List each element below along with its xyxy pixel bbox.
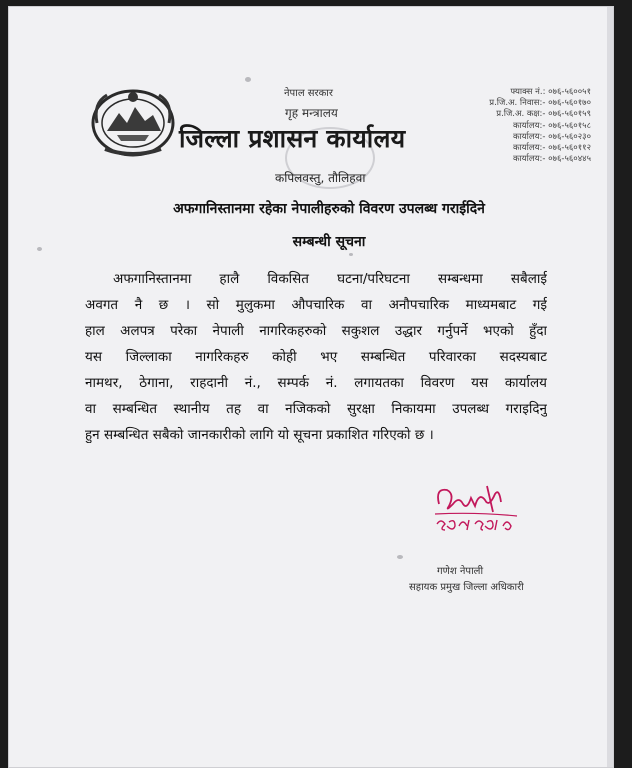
signer-title: सहायक प्रमुख जिल्ला अधिकारी: [409, 582, 524, 593]
body-line: वा सम्बन्धित स्थानीय तह वा नजिकको सुरक्षा निकायमा उपलब्ध गराइदिनु: [85, 401, 547, 417]
contact-line: प्र.जि.अ. कक्ष:- ०७६-५६०१५९: [496, 109, 591, 120]
contact-line: कार्यालय:- ०७६-५६०२३०: [512, 131, 591, 142]
subject-line: सम्बन्धी सूचना: [292, 234, 366, 250]
subject-line: अफगानिस्तानमा रहेका नेपालीहरुको विवरण उपलब्ध गराईदिने: [173, 201, 485, 217]
contact-line: कार्यालय:- ०७६-५६०११२: [512, 143, 591, 154]
nepal-emblem-icon: [87, 83, 179, 159]
body-line: हाल अलपत्र परेका नेपाली नागरिकहरुको सकुशल उद्धार गर्नुपर्ने भएको हुँदा: [85, 323, 547, 339]
body-line: हुन सम्बन्धित सबैको जानकारीको लागि यो सूचना प्रकाशित गरिएको छ ।: [85, 427, 434, 443]
signer-name: गणेश नेपाली: [437, 566, 484, 577]
contact-line: कार्यालय:- ०७६-५६०४४५: [512, 154, 591, 165]
contact-line: प्र.जि.अ. निवास:- ०७६-५६०१७०: [489, 98, 591, 109]
government-label: नेपाल सरकार: [284, 88, 333, 99]
office-address: कपिलवस्तु, तौलिहवा: [275, 171, 366, 185]
notice-paper: [8, 6, 614, 768]
body-line: अफगानिस्तानमा हालै विकसित घटना/परिघटना सम्बन्धमा सबैलाई: [113, 271, 547, 287]
paper-speck: [37, 247, 42, 251]
office-title: जिल्ला प्रशासन कार्यालय: [179, 124, 406, 153]
body-line: अवगत नै छ । सो मुलुकमा औपचारिक वा अनौपचारिक माध्यमबाट गई: [85, 297, 547, 313]
paper-speck: [397, 555, 403, 559]
contact-line: कार्यालय:- ०७६-५६०१५८: [512, 120, 591, 131]
paper-edge: [607, 7, 613, 767]
contact-line: फ्याक्स नं.: ०७६-५६००५१: [510, 87, 591, 97]
ministry-label: गृह मन्त्रालय: [285, 106, 338, 120]
signature-mark: [429, 482, 529, 532]
notice-subject: [114, 193, 544, 259]
paper-speck: [349, 253, 353, 256]
body-line: नामथर, ठेगाना, राहदानी नं., सम्पर्क नं. लगायतका विवरण यस कार्यालय: [85, 375, 547, 391]
paper-speck: [245, 77, 251, 82]
body-line: यस जिल्लाका नागरिकहरु कोही भए सम्बन्धित परिवारका सदस्यबाट: [85, 349, 547, 365]
contact-list: [441, 87, 591, 165]
